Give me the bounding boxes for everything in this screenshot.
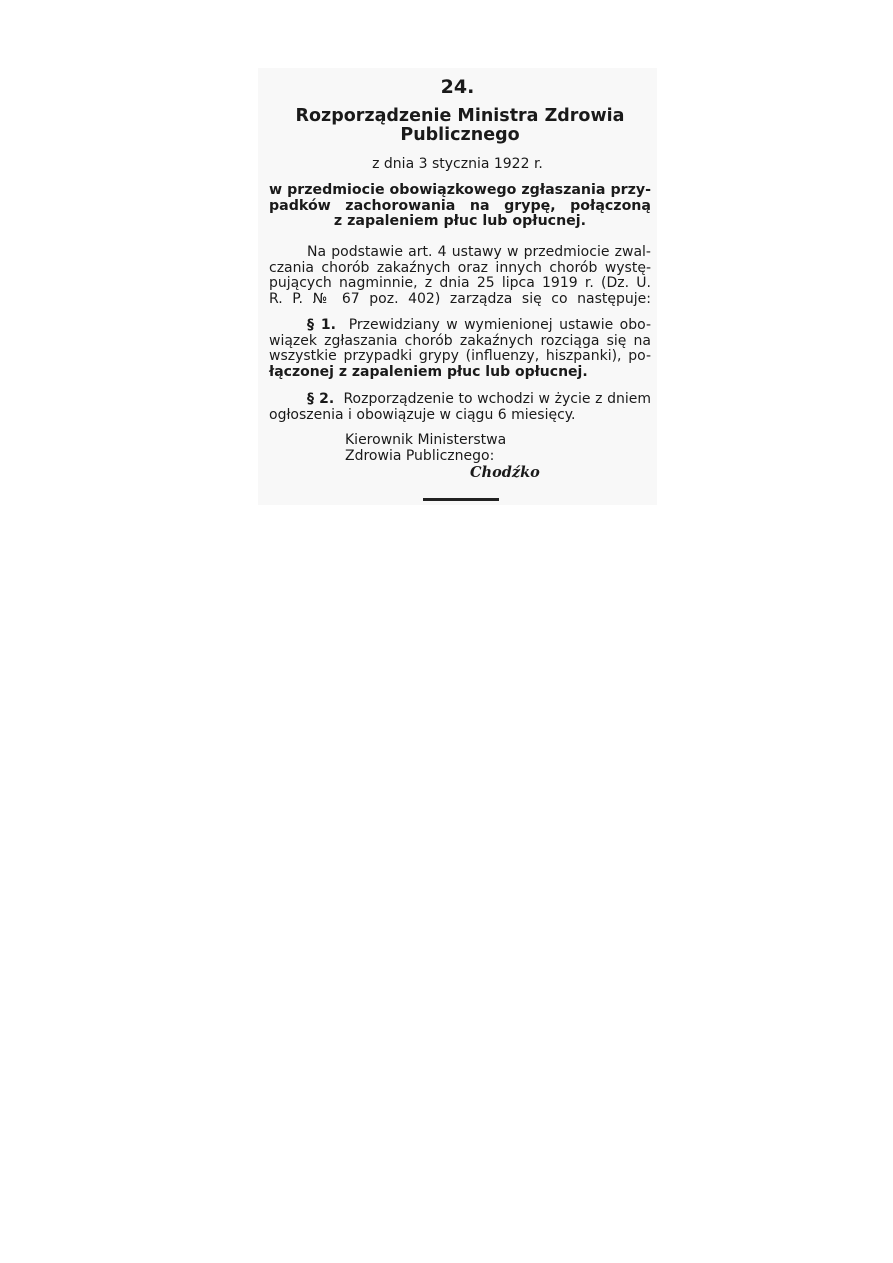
section-1-line: wiązek zgłaszania chorób zakaźnych rozciąga się na [269, 332, 651, 349]
subject-line: padków zachorowania na grypę, połączoną [269, 197, 651, 214]
section-1-label: § 1. [307, 317, 336, 333]
document-subject [269, 183, 651, 230]
section-2-first-line [269, 392, 651, 408]
document-title [290, 107, 630, 145]
section-1-line: wszystkie przypadki grypy (influenzy, hiszpanki), po- [269, 348, 651, 364]
section-1-first-line [269, 318, 651, 334]
title-line-1: Rozporządzenie Ministra Zdrowia [295, 106, 625, 126]
act-number: 24. [440, 76, 475, 98]
section-2-label: § 2. [307, 391, 335, 407]
preamble-line: pujących nagminnie, z dnia 25 lipca 1919 r. (Dz. U. [269, 275, 651, 291]
section-2-line: Rozporządzenie to wchodzi w życie z dniem [343, 391, 651, 407]
signature-role-line-2: Zdrowia Publicznego: [345, 447, 495, 464]
section-1-line: łączonej z zapaleniem płuc lub opłucnej. [269, 363, 588, 380]
subject-line: z zapaleniem płuc lub opłucnej. [333, 213, 587, 229]
title-line-2: Publicznego [400, 125, 520, 145]
preamble-paragraph [269, 245, 651, 307]
section-2-paragraph [269, 392, 651, 423]
signature-name: Chodźko [470, 464, 540, 481]
signature-role [345, 433, 506, 464]
end-rule-divider [423, 498, 499, 501]
section-2-line: ogłoszenia i obowiązuje w ciągu 6 miesięcy. [269, 406, 576, 423]
preamble-line: R. P. № 67 poz. 402) zarządza się co następuje: [269, 290, 651, 307]
section-1-line: Przewidziany w wymienionej ustawie obo- [348, 317, 651, 333]
preamble-line: czania chorób zakaźnych oraz innych chorób wystę- [269, 259, 651, 276]
section-1-paragraph [269, 318, 651, 380]
preamble-line: Na podstawie art. 4 ustawy w przedmiocie zwal- [307, 244, 651, 260]
subject-line: w przedmiocie obowiązkowego zgłaszania przy- [269, 182, 651, 198]
document-date: z dnia 3 stycznia 1922 r. [372, 156, 543, 172]
signature-role-line-1: Kierownik Ministerstwa [345, 432, 507, 448]
